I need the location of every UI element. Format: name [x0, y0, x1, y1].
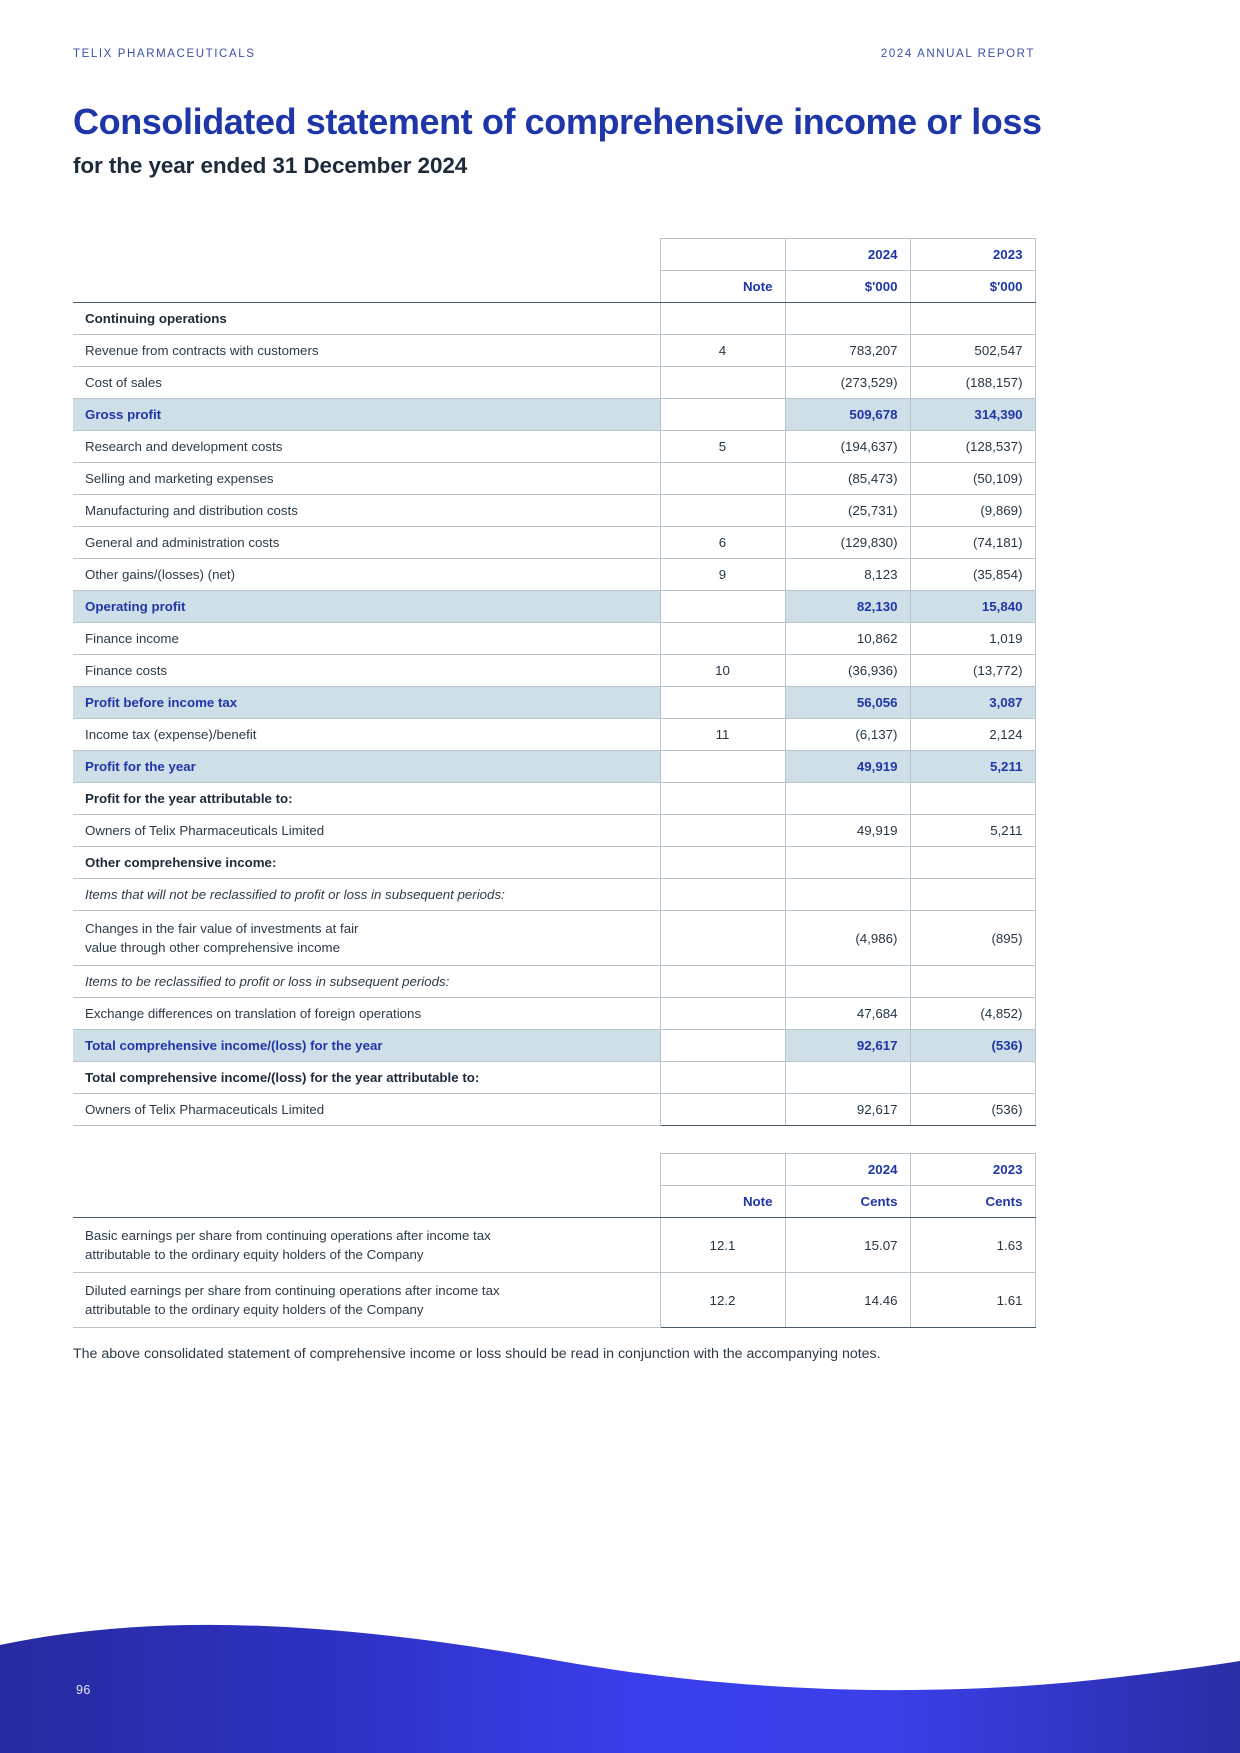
- income-statement-row-label: Changes in the fair value of investments at fair value through other comprehensive income: [73, 911, 660, 966]
- running-head-left: TELIX PHARMACEUTICALS: [73, 48, 256, 60]
- income-statement-row-value-2024: 47,684: [785, 998, 910, 1030]
- income-statement-row-value-2023: [910, 303, 1035, 335]
- income-statement-row-label: Other gains/(losses) (net): [73, 559, 660, 591]
- income-statement-row-value-2024: (273,529): [785, 367, 910, 399]
- income-statement-row-value-2023: 15,840: [910, 591, 1035, 623]
- income-statement-row: [73, 527, 1035, 559]
- income-statement-row-value-2024: 8,123: [785, 559, 910, 591]
- income-statement-row: [73, 303, 1035, 335]
- income-statement-row: [73, 815, 1035, 847]
- eps-row-note: 12.1: [660, 1218, 785, 1273]
- income-statement-row-value-2024: 49,919: [785, 751, 910, 783]
- income-statement-row-value-2023: (74,181): [910, 527, 1035, 559]
- header-unit-2023: $'000: [910, 271, 1035, 303]
- income-statement-row-note: 11: [660, 719, 785, 751]
- income-statement-row-value-2023: 5,211: [910, 815, 1035, 847]
- income-statement-row-note: [660, 463, 785, 495]
- income-statement-row-label: Profit for the year: [73, 751, 660, 783]
- footnote-text: The above consolidated statement of comprehensive income or loss should be read in conjunction with the accompanying notes.: [73, 1346, 881, 1362]
- income-statement-row-note: 6: [660, 527, 785, 559]
- income-statement-row-value-2024: 10,862: [785, 623, 910, 655]
- income-statement-row: [73, 463, 1035, 495]
- running-head-right: 2024 ANNUAL REPORT: [880, 48, 1035, 60]
- income-statement-row-value-2024: 509,678: [785, 399, 910, 431]
- income-statement-row-value-2024: (36,936): [785, 655, 910, 687]
- income-statement-row-value-2023: 314,390: [910, 399, 1035, 431]
- income-statement-row-value-2024: [785, 303, 910, 335]
- income-statement-row-label: Owners of Telix Pharmaceuticals Limited: [73, 1094, 660, 1126]
- income-statement-row-value-2023: 502,547: [910, 335, 1035, 367]
- income-statement-row-value-2023: (4,852): [910, 998, 1035, 1030]
- income-statement-row-value-2023: [910, 847, 1035, 879]
- income-statement-row: [73, 1030, 1035, 1062]
- income-statement-row: [73, 751, 1035, 783]
- table-head: [73, 239, 1035, 303]
- income-statement-row-value-2024: [785, 1062, 910, 1094]
- eps-table: [73, 1153, 1036, 1328]
- income-statement-row-label: Manufacturing and distribution costs: [73, 495, 660, 527]
- income-statement-row-value-2024: (6,137): [785, 719, 910, 751]
- income-statement-row: [73, 367, 1035, 399]
- income-statement-row-note: [660, 591, 785, 623]
- income-statement-row: [73, 1094, 1035, 1126]
- income-statement-row-note: [660, 495, 785, 527]
- header-row-years: [73, 239, 1035, 271]
- income-statement-row-label: General and administration costs: [73, 527, 660, 559]
- income-statement-row-note: [660, 1062, 785, 1094]
- eps-row-label: Basic earnings per share from continuing operations after income tax attributable to the ordinary equity holders of the Company: [73, 1218, 660, 1273]
- income-statement-row-note: [660, 623, 785, 655]
- income-statement-row-value-2023: (536): [910, 1030, 1035, 1062]
- income-statement-row-label: Total comprehensive income/(loss) for the year attributable to:: [73, 1062, 660, 1094]
- income-statement-row: [73, 1062, 1035, 1094]
- income-statement-row-value-2023: (536): [910, 1094, 1035, 1126]
- income-statement-row-note: [660, 815, 785, 847]
- income-statement-row-value-2023: [910, 966, 1035, 998]
- income-statement-row: [73, 783, 1035, 815]
- header-unit-blank: [73, 271, 660, 303]
- income-statement-row-label: Gross profit: [73, 399, 660, 431]
- income-statement-row-note: [660, 399, 785, 431]
- income-statement-row-note: 4: [660, 335, 785, 367]
- income-statement-row: [73, 623, 1035, 655]
- income-statement-row-label: Income tax (expense)/benefit: [73, 719, 660, 751]
- income-statement-row-value-2024: [785, 783, 910, 815]
- income-statement-row-value-2024: 783,207: [785, 335, 910, 367]
- income-statement-row-note: 9: [660, 559, 785, 591]
- income-statement-table: [73, 238, 1036, 1126]
- income-statement-row-value-2023: (50,109): [910, 463, 1035, 495]
- income-statement-row-value-2023: [910, 1062, 1035, 1094]
- eps-header-unit-2023: Cents: [910, 1186, 1035, 1218]
- income-statement-row-value-2023: (35,854): [910, 559, 1035, 591]
- header-note-blank: [660, 239, 785, 271]
- header-year-2023: 2023: [910, 239, 1035, 271]
- eps-header-year-2024: 2024: [785, 1154, 910, 1186]
- income-statement-row-label: Research and development costs: [73, 431, 660, 463]
- income-statement-row-value-2023: (188,157): [910, 367, 1035, 399]
- eps-table-head: [73, 1154, 1035, 1218]
- income-statement-row-note: [660, 303, 785, 335]
- income-statement-row: [73, 719, 1035, 751]
- eps-header-row-units: [73, 1186, 1035, 1218]
- income-statement-row-value-2023: 1,019: [910, 623, 1035, 655]
- eps-header-unit-blank: [73, 1186, 660, 1218]
- income-statement-row-note: [660, 966, 785, 998]
- income-statement-row-label: Items to be reclassified to profit or loss in subsequent periods:: [73, 966, 660, 998]
- eps-row-value-2024: 15.07: [785, 1218, 910, 1273]
- income-statement-row-label: Operating profit: [73, 591, 660, 623]
- income-statement-row-label: Finance costs: [73, 655, 660, 687]
- page-subtitle: for the year ended 31 December 2024: [73, 153, 468, 178]
- eps-row-label: Diluted earnings per share from continuing operations after income tax attributable to the ordinary equity holders of the Company: [73, 1273, 660, 1328]
- income-statement-row: [73, 911, 1035, 966]
- page-title: Consolidated statement of comprehensive income or loss: [73, 101, 1042, 142]
- income-statement-row-note: [660, 998, 785, 1030]
- income-statement-row: [73, 335, 1035, 367]
- eps-table-body: [73, 1218, 1035, 1328]
- income-statement-row-value-2023: 2,124: [910, 719, 1035, 751]
- eps-header-year-2023: 2023: [910, 1154, 1035, 1186]
- header-note: Note: [660, 271, 785, 303]
- header-row-units: [73, 271, 1035, 303]
- income-statement-row-value-2023: [910, 879, 1035, 911]
- income-statement-row-note: [660, 847, 785, 879]
- income-statement-row-value-2024: 49,919: [785, 815, 910, 847]
- income-statement-row-label: Items that will not be reclassified to profit or loss in subsequent periods:: [73, 879, 660, 911]
- eps-row-value-2024: 14.46: [785, 1273, 910, 1328]
- income-statement-row-note: [660, 367, 785, 399]
- income-statement-row: [73, 655, 1035, 687]
- eps-header-note: Note: [660, 1186, 785, 1218]
- income-statement-row: [73, 687, 1035, 719]
- header-unit-2024: $'000: [785, 271, 910, 303]
- income-statement-row-note: [660, 1094, 785, 1126]
- income-statement-row-value-2024: 92,617: [785, 1030, 910, 1062]
- income-statement-row-value-2023: (895): [910, 911, 1035, 966]
- eps-row: [73, 1273, 1035, 1328]
- wave-path: [0, 1625, 1240, 1753]
- income-statement-row: [73, 966, 1035, 998]
- eps-row: [73, 1218, 1035, 1273]
- income-statement-row-value-2024: (4,986): [785, 911, 910, 966]
- title-block: [73, 100, 1073, 180]
- income-statement-row: [73, 431, 1035, 463]
- income-statement-row-value-2023: (13,772): [910, 655, 1035, 687]
- income-statement-row-note: [660, 783, 785, 815]
- income-statement-row-value-2024: 92,617: [785, 1094, 910, 1126]
- income-statement-row: [73, 847, 1035, 879]
- income-statement-row-label: Profit for the year attributable to:: [73, 783, 660, 815]
- income-statement-row-label: Selling and marketing expenses: [73, 463, 660, 495]
- income-statement-row-value-2024: (85,473): [785, 463, 910, 495]
- income-statement-row-value-2024: (194,637): [785, 431, 910, 463]
- income-statement-row-label: Cost of sales: [73, 367, 660, 399]
- income-statement-row-label: Exchange differences on translation of foreign operations: [73, 998, 660, 1030]
- header-year-2024: 2024: [785, 239, 910, 271]
- income-statement-row: [73, 879, 1035, 911]
- income-statement-row: [73, 591, 1035, 623]
- income-statement-row-value-2024: 56,056: [785, 687, 910, 719]
- income-statement-row: [73, 495, 1035, 527]
- page-number: 96: [76, 1683, 91, 1697]
- income-statement-row-note: 10: [660, 655, 785, 687]
- income-statement-row-value-2023: (128,537): [910, 431, 1035, 463]
- income-statement-row-label: Profit before income tax: [73, 687, 660, 719]
- eps-row-value-2023: 1.63: [910, 1218, 1035, 1273]
- income-statement-row: [73, 399, 1035, 431]
- income-statement-row-value-2024: (25,731): [785, 495, 910, 527]
- income-statement-row-note: [660, 1030, 785, 1062]
- eps-row-value-2023: 1.61: [910, 1273, 1035, 1328]
- income-statement-row-note: 5: [660, 431, 785, 463]
- income-statement-row-value-2023: (9,869): [910, 495, 1035, 527]
- income-statement-row-value-2023: 3,087: [910, 687, 1035, 719]
- income-statement-row: [73, 998, 1035, 1030]
- income-statement-row-label: Revenue from contracts with customers: [73, 335, 660, 367]
- income-statement-row-value-2024: 82,130: [785, 591, 910, 623]
- income-statement-row-note: [660, 751, 785, 783]
- income-statement-row-note: [660, 687, 785, 719]
- income-statement-row-value-2023: [910, 783, 1035, 815]
- income-statement-row-label: Finance income: [73, 623, 660, 655]
- eps-header-unit-2024: Cents: [785, 1186, 910, 1218]
- income-statement-row-value-2024: [785, 847, 910, 879]
- income-statement-row-note: [660, 879, 785, 911]
- header-blank: [73, 239, 660, 271]
- eps-row-note: 12.2: [660, 1273, 785, 1328]
- income-statement-row-label: Total comprehensive income/(loss) for the year: [73, 1030, 660, 1062]
- income-statement-row-label: Other comprehensive income:: [73, 847, 660, 879]
- income-statement-row-value-2024: [785, 879, 910, 911]
- income-statement-row-label: Owners of Telix Pharmaceuticals Limited: [73, 815, 660, 847]
- eps-header-note-blank: [660, 1154, 785, 1186]
- income-statement-row-note: [660, 911, 785, 966]
- eps-header-row-years: [73, 1154, 1035, 1186]
- income-statement-row-value-2023: 5,211: [910, 751, 1035, 783]
- table-body: [73, 303, 1035, 1126]
- eps-header-blank: [73, 1154, 660, 1186]
- income-statement-row-label: Continuing operations: [73, 303, 660, 335]
- income-statement-row: [73, 559, 1035, 591]
- income-statement-row-value-2024: (129,830): [785, 527, 910, 559]
- footer-wave-graphic: [0, 1593, 1240, 1753]
- income-statement-row-value-2024: [785, 966, 910, 998]
